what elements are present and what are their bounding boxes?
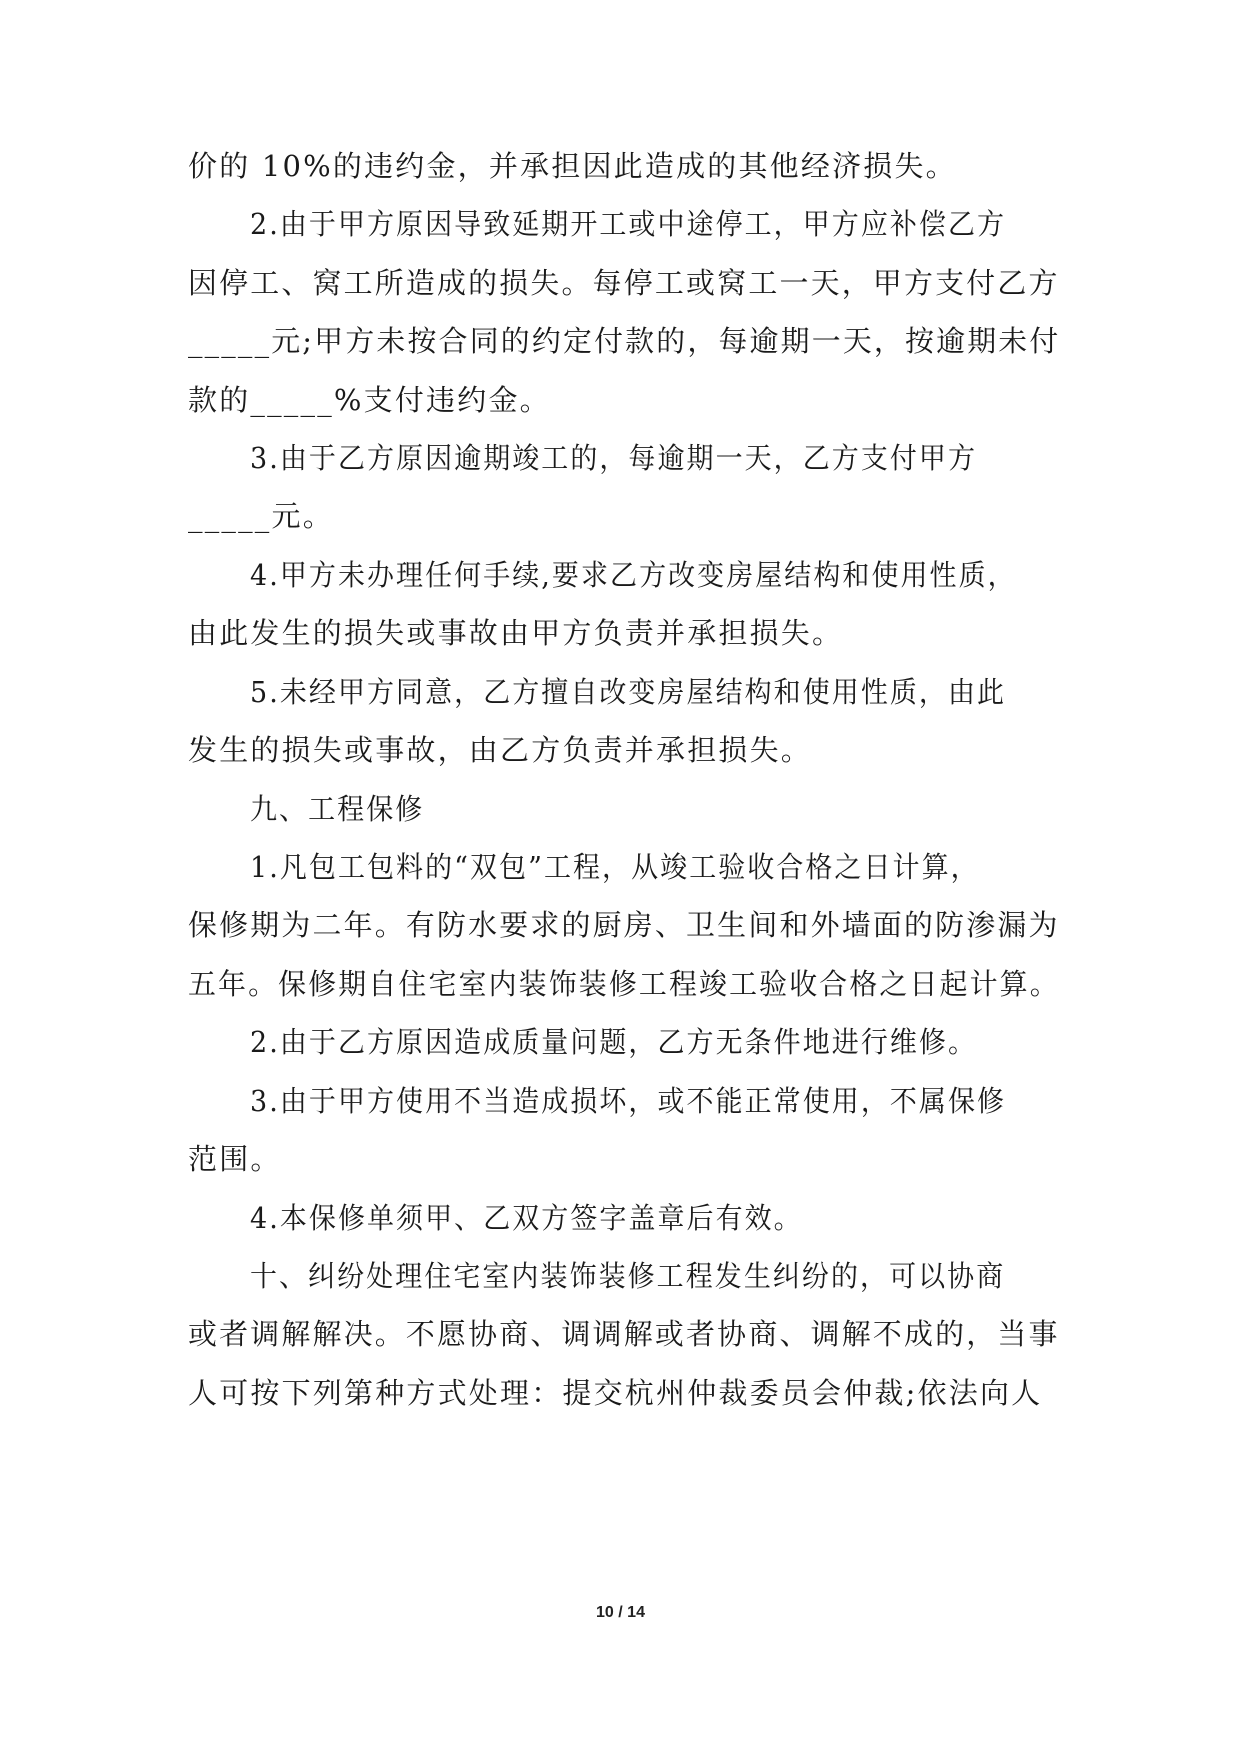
text-line: 1.凡包工包料的“双包”工程，从竣工验收合格之日计算， — [250, 850, 980, 884]
text-line: 5.未经甲方同意，乙方擅自改变房屋结构和使用性质，由此 — [250, 675, 1007, 709]
text-line: 人可按下列第种方式处理：提交杭州仲裁委员会仲裁;依法向人 — [188, 1376, 1043, 1410]
text-line: 4.本保修单须甲、乙双方签字盖章后有效。 — [250, 1201, 803, 1235]
text-line: 保修期为二年。有防水要求的厨房、卫生间和外墙面的防渗漏为 — [188, 908, 1060, 942]
text-line: 3.由于甲方使用不当造成损坏，或不能正常使用，不属保修 — [250, 1084, 1007, 1118]
section-heading: 九、工程保修 — [250, 792, 425, 826]
text-line: 因停工、窝工所造成的损失。每停工或窝工一天，甲方支付乙方 — [188, 266, 1060, 300]
text-line: 范围。 — [188, 1142, 282, 1176]
text-line: 2.由于乙方原因造成质量问题，乙方无条件地进行维修。 — [250, 1025, 978, 1059]
text-line: 3.由于乙方原因逾期竣工的，每逾期一天，乙方支付甲方 — [250, 441, 978, 475]
text-line: _____元;甲方未按合同的约定付款的，每逾期一天，按逾期未付 — [188, 324, 1061, 358]
text-line: 价的 10%的违约金，并承担因此造成的其他经济损失。 — [188, 149, 957, 183]
page-number: 10 / 14 — [596, 1604, 645, 1621]
text-line: 款的_____%支付违约金。 — [188, 383, 551, 417]
text-line: 或者调解解决。不愿协商、调调解或者协商、调解不成的，当事 — [188, 1317, 1060, 1351]
text-line: 发生的损失或事故，由乙方负责并承担损失。 — [188, 733, 813, 767]
text-line: 2.由于甲方原因导致延期开工或中途停工，甲方应补偿乙方 — [250, 207, 1007, 241]
text-line: _____元。 — [188, 499, 334, 533]
text-line: 十、纠纷处理住宅室内装饰装修工程发生纠纷的，可以协商 — [250, 1259, 1006, 1293]
text-line: 五年。保修期自住宅室内装饰装修工程竣工验收合格之日起计算。 — [188, 967, 1060, 1001]
text-line: 4.甲方未办理任何手续,要求乙方改变房屋结构和使用性质， — [250, 558, 1017, 592]
text-line: 由此发生的损失或事故由甲方负责并承担损失。 — [188, 616, 844, 650]
